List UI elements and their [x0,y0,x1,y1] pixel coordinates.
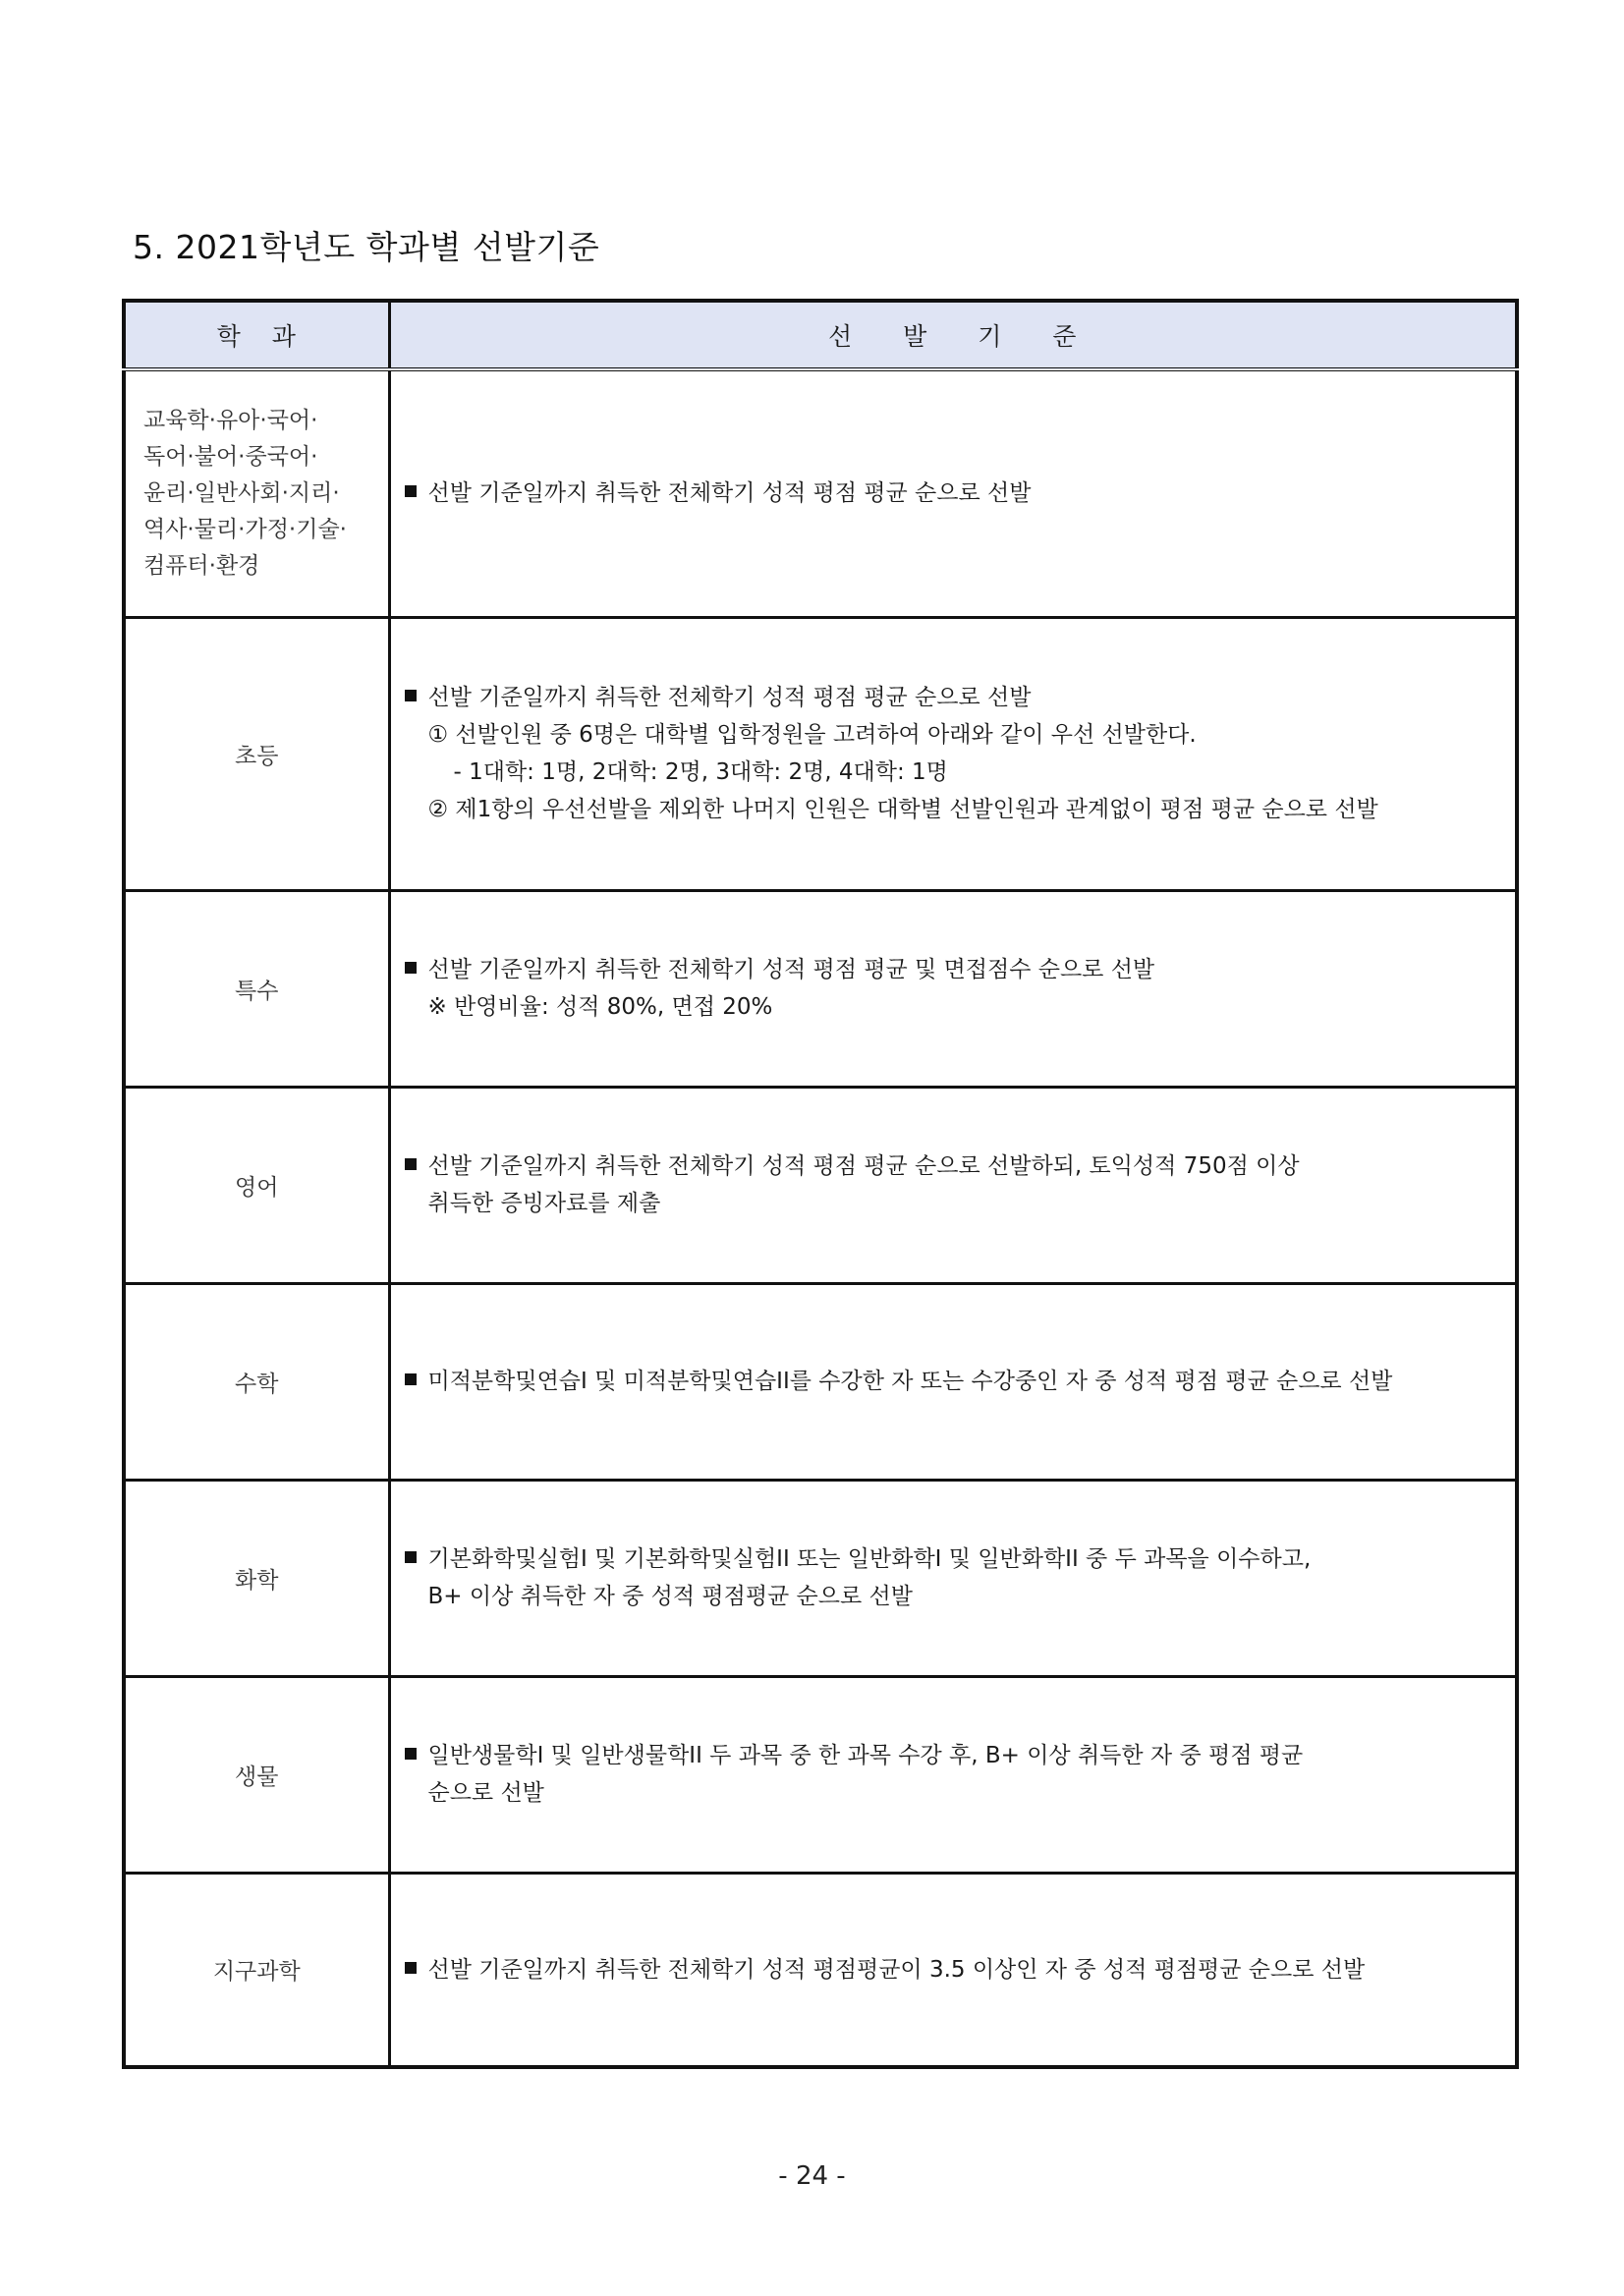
criteria-text: - 1대학: 1명, 2대학: 2명, 3대학: 2명, 4대학: 1명 [453,759,948,785]
criteria-text: ※ 반영비율: 성적 80%, 면접 20% [427,994,773,1020]
table-row [124,1676,1517,1873]
criteria-text: 선발 기준일까지 취득한 전체학기 성적 평점평균이 3.5 이상인 자 중 성적 평점평균 순으로 선발 [427,1956,1366,1983]
criteria-text: 선발 기준일까지 취득한 전체학기 성적 평점 평균 순으로 선발하되, 토익성적 750점 이상 [427,1153,1300,1179]
criteria-text: 선발 기준일까지 취득한 전체학기 성적 평점 평균 및 면접점수 순으로 선발 [427,957,1155,982]
department-line: 역사·물리·가정·기술· [143,516,347,542]
criteria-cell [389,1676,1517,1873]
square-bullet-icon [405,1373,417,1385]
criteria-cell [389,369,1517,617]
table-row [124,890,1517,1087]
criteria-text: 기본화학및실험I 및 기본화학및실험II 또는 일반화학I 및 일반화학II 중 두 과목을 이수하고, [427,1546,1312,1572]
department-cell: 지구과학 [124,1873,389,2067]
criteria-cell [389,617,1517,890]
department-cell: 영어 [124,1087,389,1283]
table-row [124,1283,1517,1480]
criteria-cell [389,1283,1517,1480]
criteria-cell [389,1480,1517,1676]
department-line: 컴퓨터·환경 [143,552,260,579]
square-bullet-icon [405,962,417,974]
table-row [124,617,1517,890]
criteria-text: 순으로 선발 [427,1780,544,1806]
criteria-cell [389,1087,1517,1283]
page-number: - 24 - [778,2161,846,2191]
square-bullet-icon [405,690,417,701]
criteria-text: B+ 이상 취득한 자 중 성적 평점평균 순으로 선발 [427,1584,913,1609]
department-cell [124,369,389,617]
department-line: 교육학·유아·국어· [143,407,318,433]
department-line: 독어·불어·중국어· [143,443,318,470]
department-cell: 수학 [124,1283,389,1480]
criteria-text: 일반생물학I 및 일반생물학II 두 과목 중 한 과목 수강 후, B+ 이상 취득한 자 중 평점 평균 [427,1743,1304,1768]
criteria-text: 선발 기준일까지 취득한 전체학기 성적 평점 평균 순으로 선발 [427,685,1032,710]
header-department: 학 과 [124,301,389,369]
table-header-row [124,301,1517,369]
table-row [124,1087,1517,1283]
header-criteria: 선 발 기 준 [389,301,1517,369]
square-bullet-icon [405,1158,417,1170]
criteria-cell [389,890,1517,1087]
square-bullet-icon [405,1551,417,1563]
square-bullet-icon [405,1748,417,1760]
criteria-text: ② 제1항의 우선선발을 제외한 나머지 인원은 대학별 선발인원과 관계없이 평점 평균 순으로 선발 [427,797,1378,822]
criteria-text: 미적분학및연습I 및 미적분학및연습II를 수강한 자 또는 수강중인 자 중 성적 평점 평균 순으로 선발 [427,1369,1393,1394]
selection-criteria-table [122,299,1519,2069]
department-cell: 생물 [124,1676,389,1873]
department-cell: 특수 [124,890,389,1087]
criteria-cell [389,1873,1517,2067]
page-title: 5. 2021학년도 학과별 선발기준 [133,228,600,266]
department-cell: 화학 [124,1480,389,1676]
criteria-text: ① 선발인원 중 6명은 대학별 입학정원을 고려하여 아래와 같이 우선 선발한다. [427,722,1197,748]
criteria-text: 취득한 증빙자료를 제출 [427,1191,661,1216]
square-bullet-icon [405,485,417,497]
table-row [124,369,1517,617]
criteria-text: 선발 기준일까지 취득한 전체학기 성적 평점 평균 순으로 선발 [427,480,1032,507]
table-row [124,1480,1517,1676]
square-bullet-icon [405,1962,417,1974]
department-line: 윤리·일반사회·지리· [143,479,340,506]
table-row [124,1873,1517,2067]
department-cell: 초등 [124,617,389,890]
